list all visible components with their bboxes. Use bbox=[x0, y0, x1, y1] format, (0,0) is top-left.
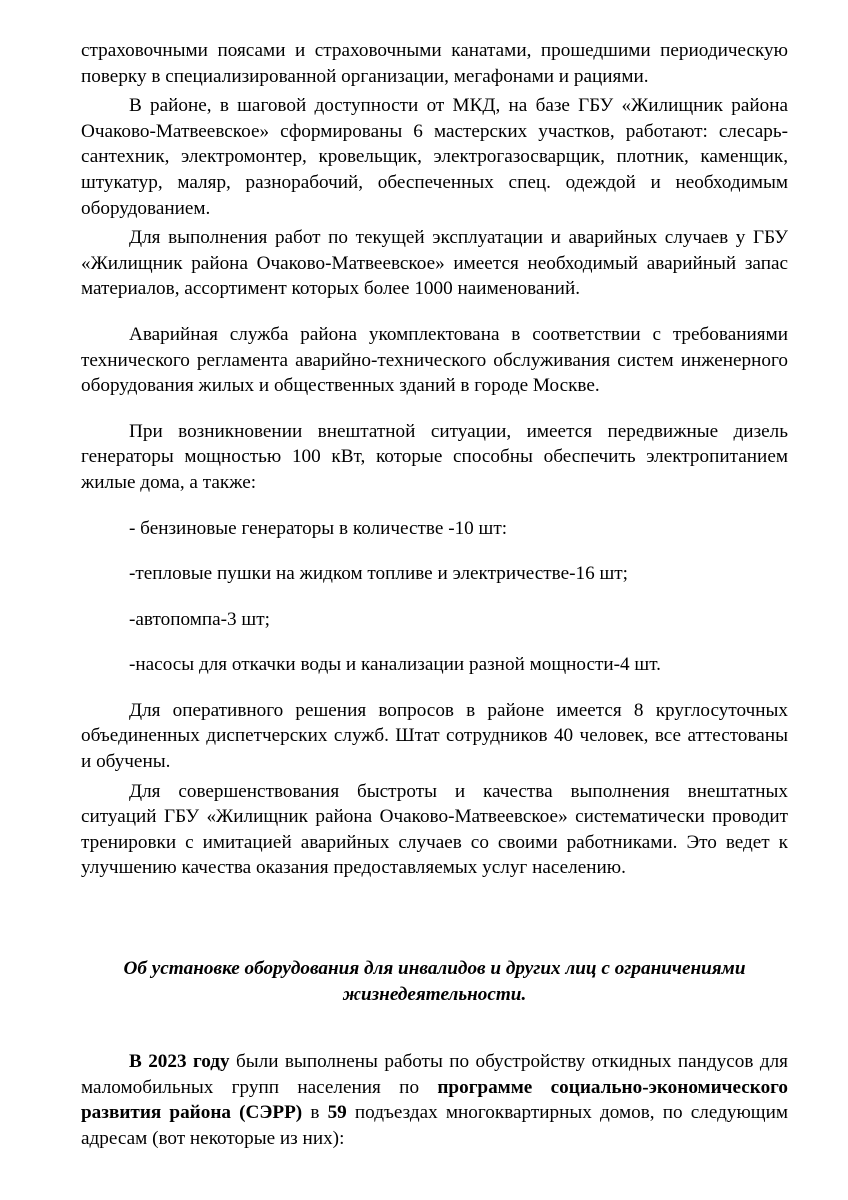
entrance-count: 59 bbox=[327, 1102, 347, 1124]
ramps-text-3: подъездах многоквартирных домов, по следующим адресам (вот некоторые из них): bbox=[81, 1102, 788, 1149]
paragraph-generators: При возникновении внештатной ситуации, имеется передвижные дизель генераторы мощностью 100 кВт, которые способны обеспечить электропитанием жилые дома, а также: bbox=[81, 420, 788, 493]
document-page bbox=[81, 38, 788, 1152]
ramps-text-1: были выполнены работы по обустройству откидных пандусов для маломобильных групп населения по bbox=[81, 1051, 788, 1098]
paragraph-safety-equipment: страховочными поясами и страховочными канатами, прошедшими периодическую поверку в специализированной организации, мегафонами и рациями. bbox=[81, 40, 788, 87]
program-name: программе социально-экономического развития района (СЭРР) bbox=[81, 1076, 788, 1124]
section-heading-line1: Об установке оборудования для инвалидов и других лиц с ограничениями bbox=[123, 958, 746, 980]
paragraph-emergency-service: Аварийная служба района укомплектована в соответствии с требованиями технического регламента аварийно-технического обслуживания систем инженерного оборудования жилых и общественных зданий в городе Москве. bbox=[81, 323, 788, 397]
paragraph-emergency-stock: Для выполнения работ по текущей эксплуатации и аварийных случаев у ГБУ «Жилищник района Очаково-Матвеевское» имеется необходимый аварийный запас материалов, ассортимент которых более 1000 наименований. bbox=[81, 227, 788, 300]
paragraph-ramps bbox=[81, 1049, 788, 1151]
list-item: -автопомпа-3 шт; bbox=[129, 608, 270, 630]
list-item: -насосы для откачки воды и канализации разной мощности-4 шт. bbox=[129, 654, 661, 676]
section-spacer bbox=[81, 881, 788, 956]
section-heading-line2: жизнедеятельности. bbox=[342, 983, 527, 1005]
paragraph-dispatch-services: Для оперативного решения вопросов в районе имеется 8 круглосуточных объединенных диспетчерских служб. Штат сотрудников 40 человек, все аттестованы и обучены. bbox=[81, 699, 788, 773]
list-item: - бензиновые генераторы в количестве -10 шт: bbox=[129, 517, 508, 539]
ramps-text-2: в bbox=[302, 1102, 328, 1124]
list-item: -тепловые пушки на жидком топливе и электричестве-16 шт; bbox=[129, 563, 628, 585]
paragraph-training: Для совершенствования быстроты и качества выполнения внештатных ситуаций ГБУ «Жилищник района Очаково-Матвеевское» систематически проводит тренировки с имитацией аварийных случаев со своими работниками. Это ведет к улучшению качества оказания предоставляемых услуг населению. bbox=[81, 780, 788, 879]
section-heading bbox=[81, 956, 788, 1007]
year-label: В 2023 году bbox=[129, 1051, 230, 1073]
paragraph-workshops: В районе, в шаговой доступности от МКД, на базе ГБУ «Жилищник района Очаково-Матвеевское» сформированы 6 мастерских участков, работают: слесарь-сантехник, электромонтер, кровельщик, электрогазосварщик, плотник, каменщик, штукатур, маляр, разнорабочий, обеспеченных спец. одеждой и необходимым оборудованием. bbox=[81, 95, 788, 219]
